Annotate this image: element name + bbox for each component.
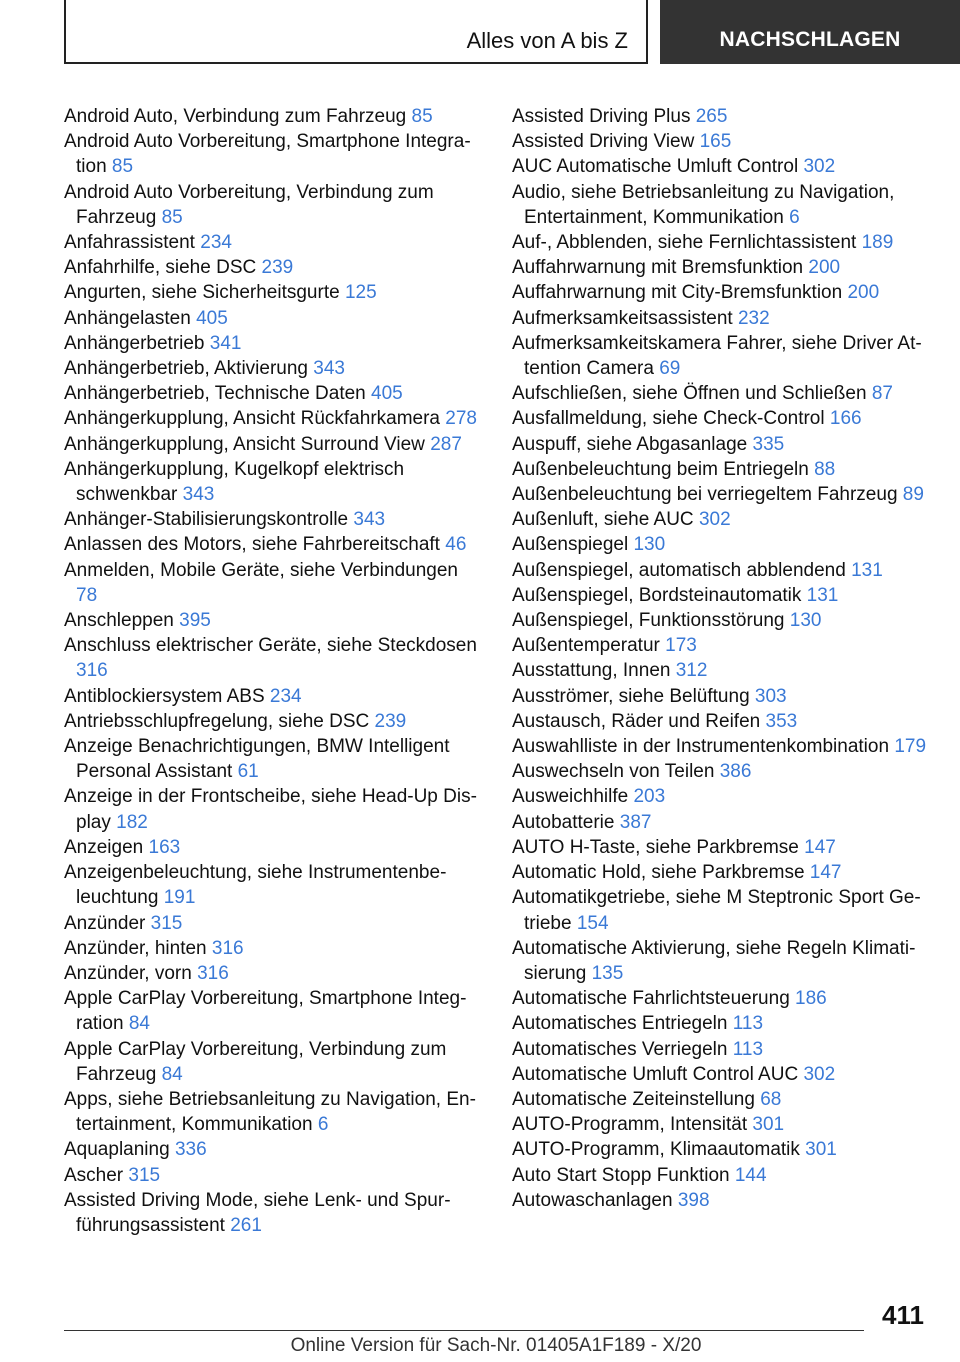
index-entry — [64, 684, 484, 709]
index-entry — [512, 633, 932, 658]
index-term: Anzeige Benachrichtigungen, BMW Intelligent Personal Assistant — [64, 736, 450, 783]
index-entry — [512, 331, 932, 381]
page-reference-link[interactable]: 278 — [445, 408, 477, 430]
index-entry — [64, 1137, 484, 1162]
index-entry — [64, 457, 484, 507]
index-entry — [512, 734, 932, 759]
index-entry — [64, 306, 484, 331]
index-entry — [64, 356, 484, 381]
index-entry — [64, 784, 484, 834]
section-title: Alles von A bis Z — [466, 28, 628, 53]
index-term: Aufmerksamkeitskamera Fahrer, siehe Driver Attention Camera — [512, 332, 922, 380]
index-term: Aufschließen, siehe Öffnen und Schließen — [512, 383, 867, 405]
index-entry — [64, 734, 484, 784]
page-number: 411 — [882, 1300, 924, 1330]
page-reference-link[interactable]: 88 — [814, 458, 836, 480]
page-reference-link[interactable]: 239 — [261, 257, 294, 279]
page-reference-link[interactable]: 68 — [760, 1088, 782, 1110]
page-reference-link[interactable]: 147 — [809, 862, 842, 884]
page-reference-link[interactable]: 315 — [150, 912, 183, 934]
index-term: Aquaplaning — [64, 1139, 170, 1161]
index-term: Auto Start Stopp Funktion — [512, 1164, 730, 1186]
index-entry — [512, 1011, 932, 1036]
header-box — [64, 0, 648, 64]
page-reference-link[interactable]: 405 — [371, 383, 403, 405]
page-reference-link[interactable]: 186 — [795, 988, 827, 1010]
index-term: Anlassen des Motors, siehe Fahrbereitschaft — [64, 534, 440, 556]
page-reference-link[interactable]: 303 — [754, 685, 787, 707]
index-term: Automatisches Entriegeln — [512, 1013, 728, 1035]
page-reference-link[interactable]: 125 — [344, 282, 377, 304]
page-reference-link[interactable]: 261 — [230, 1214, 262, 1236]
index-entry — [512, 860, 932, 885]
index-entry — [64, 860, 484, 910]
index-term: Android Auto Vorbereitung, Verbindung zum Fahrzeug — [64, 181, 434, 228]
page-reference-link[interactable]: 387 — [619, 811, 652, 833]
index-entry — [512, 1087, 932, 1112]
index-term: Apple CarPlay Vorbereitung, Verbindung zum Fahrzeug — [64, 1038, 447, 1085]
index-entry — [512, 558, 932, 583]
index-term: Apple CarPlay Vorbereitung, Smartphone Integration — [64, 988, 467, 1035]
index-entry — [512, 986, 932, 1011]
index-term: Assisted Driving View — [512, 131, 695, 153]
index-term: Anschleppen — [64, 610, 174, 632]
index-entry — [512, 457, 932, 482]
index-term: Auspuff, siehe Abgasanlage — [512, 433, 748, 455]
index-entry — [512, 129, 932, 154]
index-entry — [512, 406, 932, 431]
index-term: Assisted Driving Plus — [512, 106, 691, 127]
page-reference-link[interactable]: 302 — [803, 156, 836, 178]
page-reference-link[interactable]: 84 — [161, 1063, 183, 1085]
index-entry — [512, 1188, 932, 1213]
index-entry — [64, 280, 484, 305]
index-term: AUC Automatische Umluft Control — [512, 156, 799, 178]
page-reference-link[interactable]: 131 — [806, 584, 839, 606]
index-term: Auswechseln von Teilen — [512, 761, 715, 783]
index-entry — [512, 583, 932, 608]
index-entry — [512, 1137, 932, 1162]
index-entry — [64, 432, 484, 457]
page-reference-link[interactable]: 234 — [200, 232, 232, 254]
index-entry — [64, 104, 484, 129]
page-reference-link[interactable]: 353 — [765, 710, 798, 732]
page-reference-link[interactable]: 203 — [633, 786, 666, 808]
index-entry — [64, 230, 484, 255]
index-term: Audio, siehe Betriebsanleitung zu Navigation, Entertainment, Kommunikation — [512, 181, 895, 228]
page-reference-link[interactable]: 312 — [675, 660, 708, 682]
index-term: Anhängerkupplung, Ansicht Surround View — [64, 433, 425, 455]
page-reference-link[interactable]: 61 — [237, 761, 259, 783]
index-term: Ausströmer, siehe Belüftung — [512, 685, 750, 707]
index-term: Automatische Zeiteinstellung — [512, 1088, 755, 1110]
index-entry — [64, 507, 484, 532]
page-reference-link[interactable]: 316 — [197, 962, 229, 984]
index-term: Auffahrwarnung mit Bremsfunktion — [512, 257, 804, 279]
index-term: Austausch, Räder und Reifen — [512, 710, 761, 732]
page-reference-link[interactable]: 405 — [196, 307, 228, 329]
page-reference-link[interactable]: 154 — [576, 912, 609, 934]
index-term: Anfahrassistent — [64, 232, 195, 254]
page-reference-link[interactable]: 113 — [732, 1038, 764, 1060]
page-reference-link[interactable]: 301 — [752, 1114, 785, 1136]
page-reference-link[interactable]: 84 — [128, 1013, 150, 1035]
index-term: Ausweichhilfe — [512, 786, 629, 808]
index-term: Anzünder — [64, 912, 146, 934]
index-term: Apps, siehe Betriebsanleitung zu Navigation, Entertainment, Kommunikation — [64, 1088, 476, 1136]
index-term: AUTO H-Taste, siehe Parkbremse — [512, 836, 799, 858]
page-reference-link[interactable]: 315 — [128, 1164, 161, 1186]
index-entry — [512, 1112, 932, 1137]
index-term: Anhängelasten — [64, 307, 191, 329]
index-entry — [64, 381, 484, 406]
index-entry — [512, 608, 932, 633]
index-term: Antiblockiersystem ABS — [64, 685, 265, 707]
page-reference-link[interactable]: 200 — [847, 282, 880, 304]
index-term: AUTO-Programm, Klimaautomatik — [512, 1139, 800, 1161]
page-reference-link[interactable]: 316 — [211, 937, 244, 959]
page-reference-link[interactable]: 343 — [182, 484, 215, 506]
index-term: Auswahlliste in der Instrumentenkombination — [512, 736, 890, 758]
index-entry — [64, 180, 484, 230]
page-reference-link[interactable]: 189 — [861, 232, 894, 254]
page-reference-link[interactable]: 302 — [698, 509, 731, 531]
page-reference-link[interactable]: 130 — [633, 534, 666, 556]
page-reference-link[interactable]: 78 — [76, 584, 98, 606]
index-entry — [64, 1188, 484, 1238]
index-term: Automatische Fahrlichtsteuerung — [512, 988, 790, 1010]
index-entry — [64, 1037, 484, 1087]
page-reference-link[interactable]: 200 — [808, 257, 841, 279]
index-term: Anzeige in der Frontscheibe, siehe Head-Up Display — [64, 786, 477, 833]
index-term: Angurten, siehe Sicherheitsgurte — [64, 282, 340, 304]
page-reference-link[interactable]: 85 — [161, 206, 183, 228]
page-reference-link[interactable]: 87 — [871, 383, 893, 405]
index-entry — [64, 608, 484, 633]
index-entry — [512, 1163, 932, 1188]
page-reference-link[interactable]: 341 — [209, 332, 242, 354]
index-term: Ascher — [64, 1164, 124, 1186]
index-entry — [64, 911, 484, 936]
index-term: Anschluss elektrischer Geräte, siehe Steckdosen — [64, 635, 477, 657]
page-reference-link[interactable]: 131 — [851, 559, 883, 581]
index-entry — [512, 280, 932, 305]
index-entry — [64, 986, 484, 1036]
index-term: Anhänger-Stabilisierungskontrolle — [64, 509, 349, 531]
index-term: Android Auto, Verbindung zum Fahrzeug — [64, 106, 407, 127]
index-entry — [64, 633, 484, 683]
page-reference-link[interactable]: 386 — [719, 761, 752, 783]
page-reference-link[interactable]: 287 — [430, 433, 462, 455]
index-term: Außenspiegel — [512, 534, 629, 556]
index-term: Anzeigenbeleuchtung, siehe Instrumentenbeleuchtung — [64, 862, 447, 909]
index-entry — [64, 835, 484, 860]
index-entry — [512, 684, 932, 709]
index-entry — [512, 1037, 932, 1062]
page-reference-link[interactable]: 85 — [411, 106, 433, 127]
index-term: Automatische Umluft Control AUC — [512, 1063, 799, 1085]
index-entry — [64, 1163, 484, 1188]
page-reference-link[interactable]: 343 — [313, 358, 345, 380]
index-term: Automatic Hold, siehe Parkbremse — [512, 862, 805, 884]
page-reference-link[interactable]: 69 — [659, 358, 681, 380]
page-reference-link[interactable]: 302 — [803, 1063, 836, 1085]
page-reference-link[interactable]: 179 — [894, 736, 927, 758]
index-term: Außentemperatur — [512, 635, 660, 657]
page-reference-link[interactable]: 165 — [699, 131, 732, 153]
index-entry — [512, 154, 932, 179]
page-reference-link[interactable]: 163 — [148, 836, 181, 858]
index-term: Außenbeleuchtung beim Entriegeln — [512, 458, 809, 480]
page-reference-link[interactable]: 182 — [116, 811, 148, 833]
index-term: Außenspiegel, automatisch abblendend — [512, 559, 846, 581]
index-entry — [512, 306, 932, 331]
page-reference-link[interactable]: 343 — [353, 509, 386, 531]
index-entry — [64, 129, 484, 179]
index-term: Anzünder, hinten — [64, 937, 207, 959]
page-reference-link[interactable]: 130 — [789, 610, 822, 632]
index-entry — [64, 1087, 484, 1137]
index-entry — [512, 658, 932, 683]
index-column-left — [64, 104, 484, 1238]
page-reference-link[interactable]: 239 — [374, 710, 407, 732]
index-term: Außenbeleuchtung bei verriegeltem Fahrzeug — [512, 484, 898, 506]
index-term: Autowaschanlagen — [512, 1189, 673, 1211]
index-entry — [512, 180, 932, 230]
index-entry — [512, 759, 932, 784]
index-term: Ausstattung, Innen — [512, 660, 671, 682]
page-reference-link[interactable]: 6 — [317, 1114, 329, 1136]
index-entry — [64, 255, 484, 280]
index-entry — [512, 381, 932, 406]
index-entry — [512, 507, 932, 532]
page-reference-link[interactable]: 166 — [829, 408, 862, 430]
page-reference-link[interactable]: 316 — [76, 660, 108, 682]
index-term: Anhängerbetrieb, Technische Daten — [64, 383, 366, 405]
index-term: AUTO-Programm, Intensität — [512, 1114, 748, 1136]
index-entry — [512, 1062, 932, 1087]
footer-version-text: Online Version für Sach-Nr. 01405A1F189 - X/20 — [290, 1335, 702, 1356]
index-term: Auffahrwarnung mit City-Bremsfunktion — [512, 282, 843, 304]
index-entry — [64, 331, 484, 356]
index-entry — [512, 810, 932, 835]
index-term: Anzünder, vorn — [64, 962, 192, 984]
index-term: Anmelden, Mobile Geräte, siehe Verbindungen — [64, 559, 458, 581]
page-reference-link[interactable]: 46 — [445, 534, 467, 556]
index-entry — [512, 885, 932, 935]
footer-divider — [64, 1330, 864, 1331]
page-reference-link[interactable]: 191 — [163, 887, 196, 909]
index-entry — [512, 432, 932, 457]
index-entry — [512, 482, 932, 507]
page-reference-link[interactable]: 85 — [111, 156, 134, 178]
index-entry — [512, 532, 932, 557]
index-entry — [512, 835, 932, 860]
index-entry — [512, 709, 932, 734]
index-entry — [512, 936, 932, 986]
page-reference-link[interactable]: 335 — [752, 433, 785, 455]
page-reference-link[interactable]: 135 — [591, 962, 624, 984]
chapter-tab — [660, 0, 960, 64]
page-reference-link[interactable]: 6 — [789, 206, 800, 228]
index-column-right — [512, 104, 932, 1213]
index-term: Automatisches Verriegeln — [512, 1038, 728, 1060]
index-entry — [512, 230, 932, 255]
index-entry — [512, 255, 932, 280]
index-term: Automatische Aktivierung, siehe Regeln Klimatisierung — [512, 937, 916, 984]
index-entry — [512, 784, 932, 809]
index-term: Assisted Driving Mode, siehe Lenk- und Spurführungsassistent — [64, 1189, 451, 1236]
page-reference-link[interactable]: 234 — [269, 685, 302, 707]
index-term: Automatikgetriebe, siehe M Steptronic Sport Getriebe — [512, 887, 921, 934]
index-term: Anhängerkupplung, Kugelkopf elektrisch schwenkbar — [64, 458, 405, 506]
index-term: Anfahrhilfe, siehe DSC — [64, 257, 257, 279]
index-term: Anhängerkupplung, Ansicht Rückfahrkamera — [64, 408, 441, 430]
index-term: Android Auto Vorbereitung, Smartphone Integration — [64, 131, 471, 178]
page-reference-link[interactable]: 144 — [734, 1164, 767, 1186]
index-term: Ausfallmeldung, siehe Check-Control — [512, 408, 825, 430]
page-reference-link[interactable]: 89 — [902, 484, 924, 506]
index-term: Außenluft, siehe AUC — [512, 509, 694, 531]
page-reference-link[interactable]: 147 — [804, 836, 836, 858]
index-entry — [64, 532, 484, 557]
index-term: Autobatterie — [512, 811, 615, 833]
chapter-tab-label: NACHSCHLAGEN — [719, 28, 901, 51]
page-reference-link[interactable]: 265 — [695, 106, 728, 127]
index-term: Außenspiegel, Funktionsstörung — [512, 610, 785, 632]
index-term: Anhängerbetrieb — [64, 332, 205, 354]
page-reference-link[interactable]: 398 — [677, 1189, 710, 1211]
index-entry — [64, 961, 484, 986]
page-reference-link[interactable]: 232 — [737, 307, 770, 329]
index-entry — [64, 936, 484, 961]
index-term: Außenspiegel, Bordsteinautomatik — [512, 584, 802, 606]
page-reference-link[interactable]: 395 — [179, 610, 211, 632]
index-term: Antriebsschlupfregelung, siehe DSC — [64, 710, 370, 732]
index-term: Auf-, Abblenden, siehe Fernlichtassistent — [512, 232, 857, 254]
page-reference-link[interactable]: 173 — [665, 635, 697, 657]
index-entry — [512, 104, 932, 129]
index-term: Aufmerksamkeitsassistent — [512, 307, 733, 329]
index-entry — [64, 558, 484, 608]
page-reference-link[interactable]: 301 — [805, 1139, 837, 1161]
index-term: Anzeigen — [64, 836, 144, 858]
index-entry — [64, 406, 484, 431]
page-reference-link[interactable]: 113 — [732, 1013, 764, 1035]
page-reference-link[interactable]: 336 — [174, 1139, 207, 1161]
index-entry — [64, 709, 484, 734]
index-term: Anhängerbetrieb, Aktivierung — [64, 358, 308, 380]
